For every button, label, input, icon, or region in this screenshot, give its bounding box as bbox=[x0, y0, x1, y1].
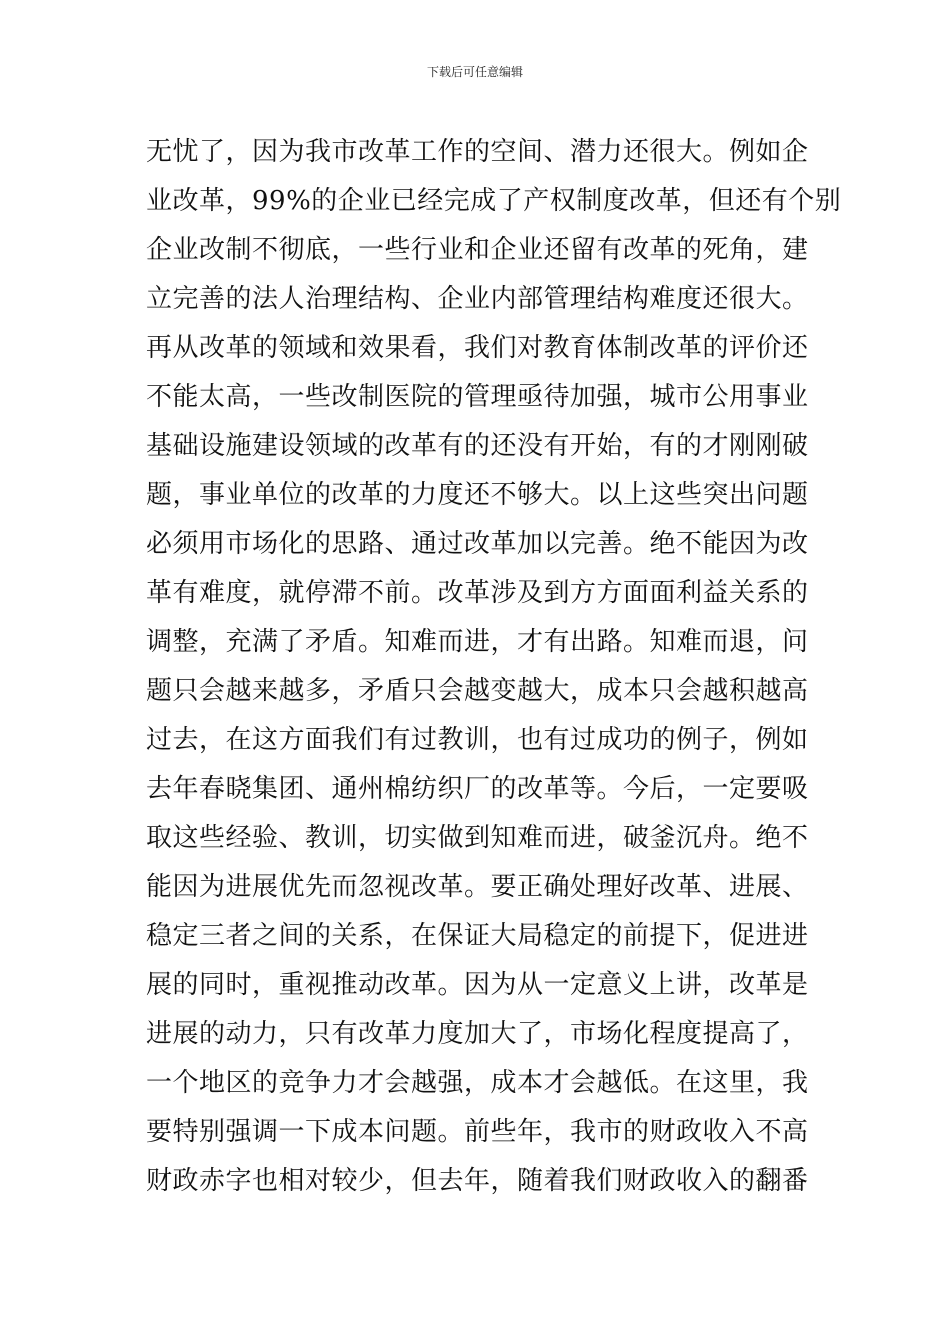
text-line: 题，事业单位的改革的力度还不够大。以上这些突出问题 bbox=[146, 480, 809, 510]
text-line: 过去，在这方面我们有过教训，也有过成功的例子，例如 bbox=[146, 725, 809, 755]
text-line: 不能太高，一些改制医院的管理亟待加强，城市公用事业 bbox=[146, 382, 809, 412]
text-line: 企业改制不彻底，一些行业和企业还留有改革的死角，建 bbox=[146, 235, 809, 265]
text-line: 必须用市场化的思路、通过改革加以完善。绝不能因为改 bbox=[146, 529, 809, 559]
text-line: 取这些经验、教训，切实做到知难而进，破釜沉舟。绝不 bbox=[146, 823, 809, 853]
text-line: 业改革，99%的企业已经完成了产权制度改革，但还有个别 bbox=[146, 186, 842, 216]
text-line: 无忧了，因为我市改革工作的空间、潜力还很大。例如企 bbox=[146, 137, 809, 167]
text-line: 稳定三者之间的关系，在保证大局稳定的前提下，促进进 bbox=[146, 921, 809, 951]
text-line: 财政赤字也相对较少，但去年，随着我们财政收入的翻番 bbox=[146, 1166, 809, 1196]
text-line: 去年春晓集团、通州棉纺织厂的改革等。今后，一定要吸 bbox=[146, 774, 809, 804]
text-line: 立完善的法人治理结构、企业内部管理结构难度还很大。 bbox=[146, 284, 809, 314]
text-line: 进展的动力，只有改革力度加大了，市场化程度提高了， bbox=[146, 1019, 809, 1049]
document-body bbox=[146, 128, 842, 1206]
text-line: 革有难度，就停滞不前。改革涉及到方方面面利益关系的 bbox=[146, 578, 809, 608]
text-line: 要特别强调一下成本问题。前些年，我市的财政收入不高 bbox=[146, 1117, 809, 1147]
text-line: 题只会越来越多，矛盾只会越变越大，成本只会越积越高 bbox=[146, 676, 809, 706]
text-line: 调整，充满了矛盾。知难而进，才有出路。知难而退，问 bbox=[146, 627, 809, 657]
text-line: 一个地区的竞争力才会越强，成本才会越低。在这里，我 bbox=[146, 1068, 809, 1098]
text-line: 再从改革的领域和效果看，我们对教育体制改革的评价还 bbox=[146, 333, 809, 363]
page-header: 下载后可任意编辑 bbox=[426, 65, 523, 79]
text-line: 展的同时，重视推动改革。因为从一定意义上讲，改革是 bbox=[146, 970, 809, 1000]
text-line: 基础设施建设领域的改革有的还没有开始，有的才刚刚破 bbox=[146, 431, 809, 461]
text-line: 能因为进展优先而忽视改革。要正确处理好改革、进展、 bbox=[146, 872, 809, 902]
